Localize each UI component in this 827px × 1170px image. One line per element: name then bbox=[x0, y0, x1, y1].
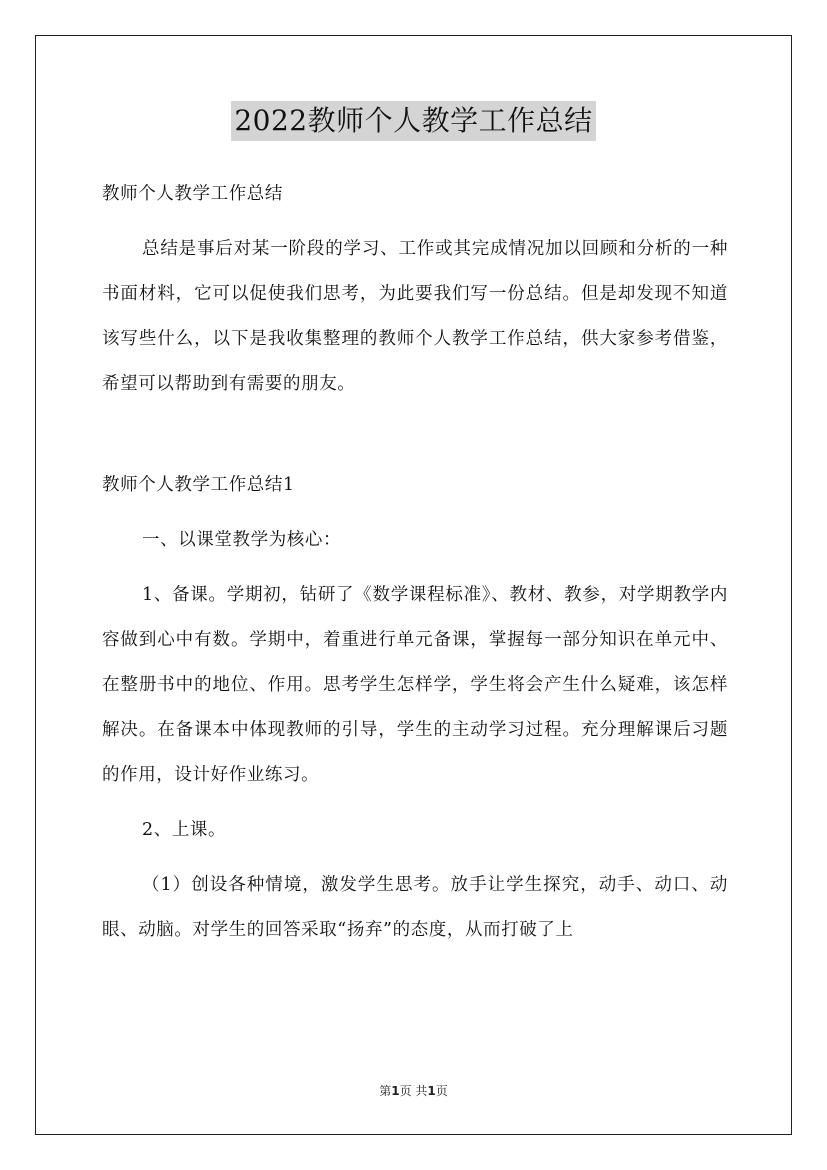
intro-paragraph: 总结是事后对某一阶段的学习、工作或其完成情况加以回顾和分析的一种书面材料，它可以促使我们思考，为此要我们写一份总结。但是却发现不知道该写些什么，以下是我收集整理的教师个人教学工作总结，供大家参考借鉴，希望可以帮助到有需要的朋友。 bbox=[102, 239, 728, 394]
document-title bbox=[0, 100, 827, 141]
page-footer bbox=[0, 1082, 827, 1099]
document-body bbox=[102, 172, 728, 953]
body-paragraph-lesson-prep: 1、备课。学期初，钻研了《数学课程标准》、教材、教参，对学期教学内容做到心中有数。学期中，着重进行单元备课，掌握每一部分知识在单元中、在整册书中的地位、作用。思考学生怎样学，学生将会产生什么疑难，该怎样解决。在备课本中体现教师的引导，学生的主动学习过程。充分理解课后习题的作用，设计好作业练习。 bbox=[102, 585, 728, 785]
body-paragraph-class: 2、上课。 bbox=[142, 820, 227, 840]
footer-suffix: 页 bbox=[435, 1084, 448, 1098]
section-heading-1: 教师个人教学工作总结1 bbox=[102, 475, 295, 495]
document-title-text: 2022教师个人教学工作总结 bbox=[231, 101, 595, 141]
section-heading: 教师个人教学工作总结 bbox=[102, 184, 283, 204]
footer-mid: 页 共 bbox=[399, 1084, 428, 1098]
footer-prefix: 第 bbox=[379, 1084, 392, 1098]
subsection-heading: 一、以课堂教学为核心： bbox=[142, 530, 342, 550]
body-paragraph-situation: （1）创设各种情境，激发学生思考。放手让学生探究，动手、动口、动眼、动脑。对学生的回答采取“扬弃”的态度，从而打破了上 bbox=[102, 875, 728, 940]
footer-page-current: 1 bbox=[391, 1084, 400, 1098]
footer-page-total: 1 bbox=[427, 1084, 436, 1098]
